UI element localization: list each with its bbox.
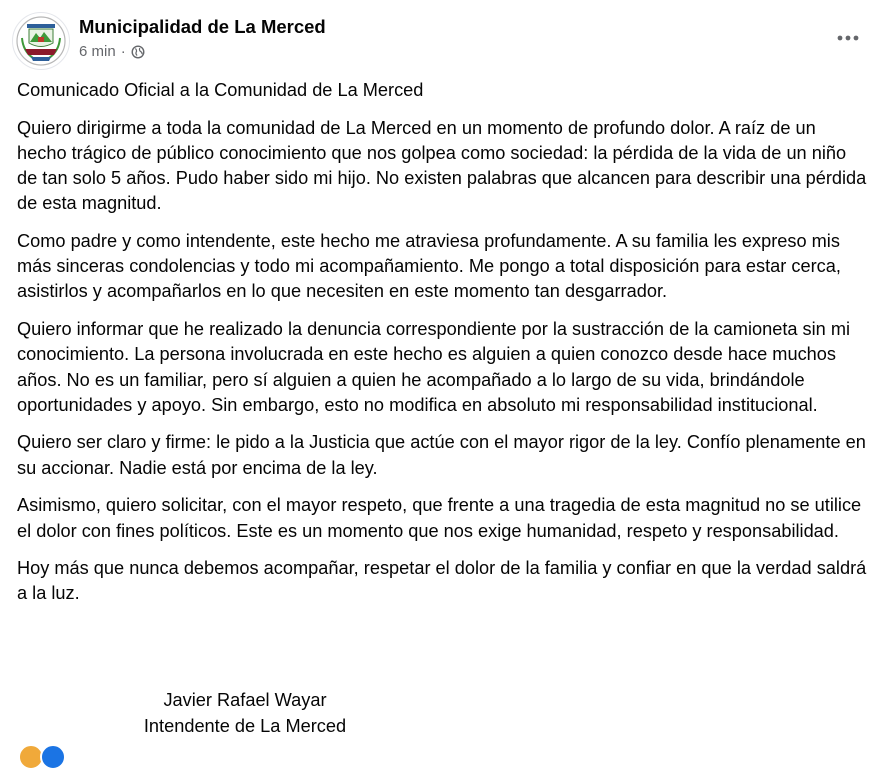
more-options-icon xyxy=(836,34,860,42)
page-name-link[interactable]: Municipalidad de La Merced xyxy=(79,16,326,37)
more-options-button[interactable] xyxy=(830,22,866,54)
signature-name: Javier Rafael Wayar xyxy=(163,690,327,710)
post-timestamp[interactable]: 6 min xyxy=(79,43,116,60)
post-paragraph: Hoy más que nunca debemos acompañar, respetar el dolor de la familia y confiar en que la verdad saldrá a la luz. xyxy=(17,558,867,604)
globe-icon xyxy=(131,45,145,59)
post-paragraph: Quiero dirigirme a toda la comunidad de La Merced en un momento de profundo dolor. A raíz de un hecho trágico de público conocimiento que nos golpea como sociedad: la pérdida de la vida de un niño de tan solo 5 años. Pudo haber sido mi hijo. No existen palabras que alcancen para describir una pérdida de esta magnitud. xyxy=(17,117,867,214)
post-meta xyxy=(79,43,145,60)
post-body xyxy=(17,78,867,619)
post-paragraph: Asimismo, quiero solicitar, con el mayor respeto, que frente a una tragedia de esta magnitud no se utilice el dolor con fines políticos. Este es un momento que nos exige humanidad, respeto y responsabilidad. xyxy=(17,495,862,541)
municipal-seal-icon xyxy=(13,13,69,69)
post-paragraph: Quiero informar que he realizado la denuncia correspondiente por la sustracción de la camioneta sin mi conocimiento. La persona involucrada en este hecho es alguien a quien conozco desde hace muchos años. No es un familiar, pero sí alguien a quien he acompañado a lo largo de su vida, brindándole oportunidades y apoyo. Sin embargo, esto no modifica en absoluto mi responsabilidad institucional. xyxy=(17,319,851,415)
reaction-icons[interactable] xyxy=(18,744,62,770)
reaction-like-icon xyxy=(40,744,66,770)
post-paragraph: Quiero ser claro y firme: le pido a la Justicia que actúe con el mayor rigor de la ley. Confío plenamente en su accionar. Nadie está por encima de la ley. xyxy=(17,432,866,478)
post-heading: Comunicado Oficial a la Comunidad de La Merced xyxy=(17,80,424,100)
meta-separator: · xyxy=(120,43,126,60)
signature-block xyxy=(0,688,490,739)
post-paragraph: Como padre y como intendente, este hecho me atraviesa profundamente. A su familia les expreso mis más sinceras condolencias y todo mi acompañamiento. Me pongo a total disposición para estar cerca, asistirlos y acompañarlos en lo que necesiten en este momento tan desgarrador. xyxy=(17,231,841,302)
signature-title: Intendente de La Merced xyxy=(143,715,347,736)
page-avatar[interactable] xyxy=(12,12,70,70)
